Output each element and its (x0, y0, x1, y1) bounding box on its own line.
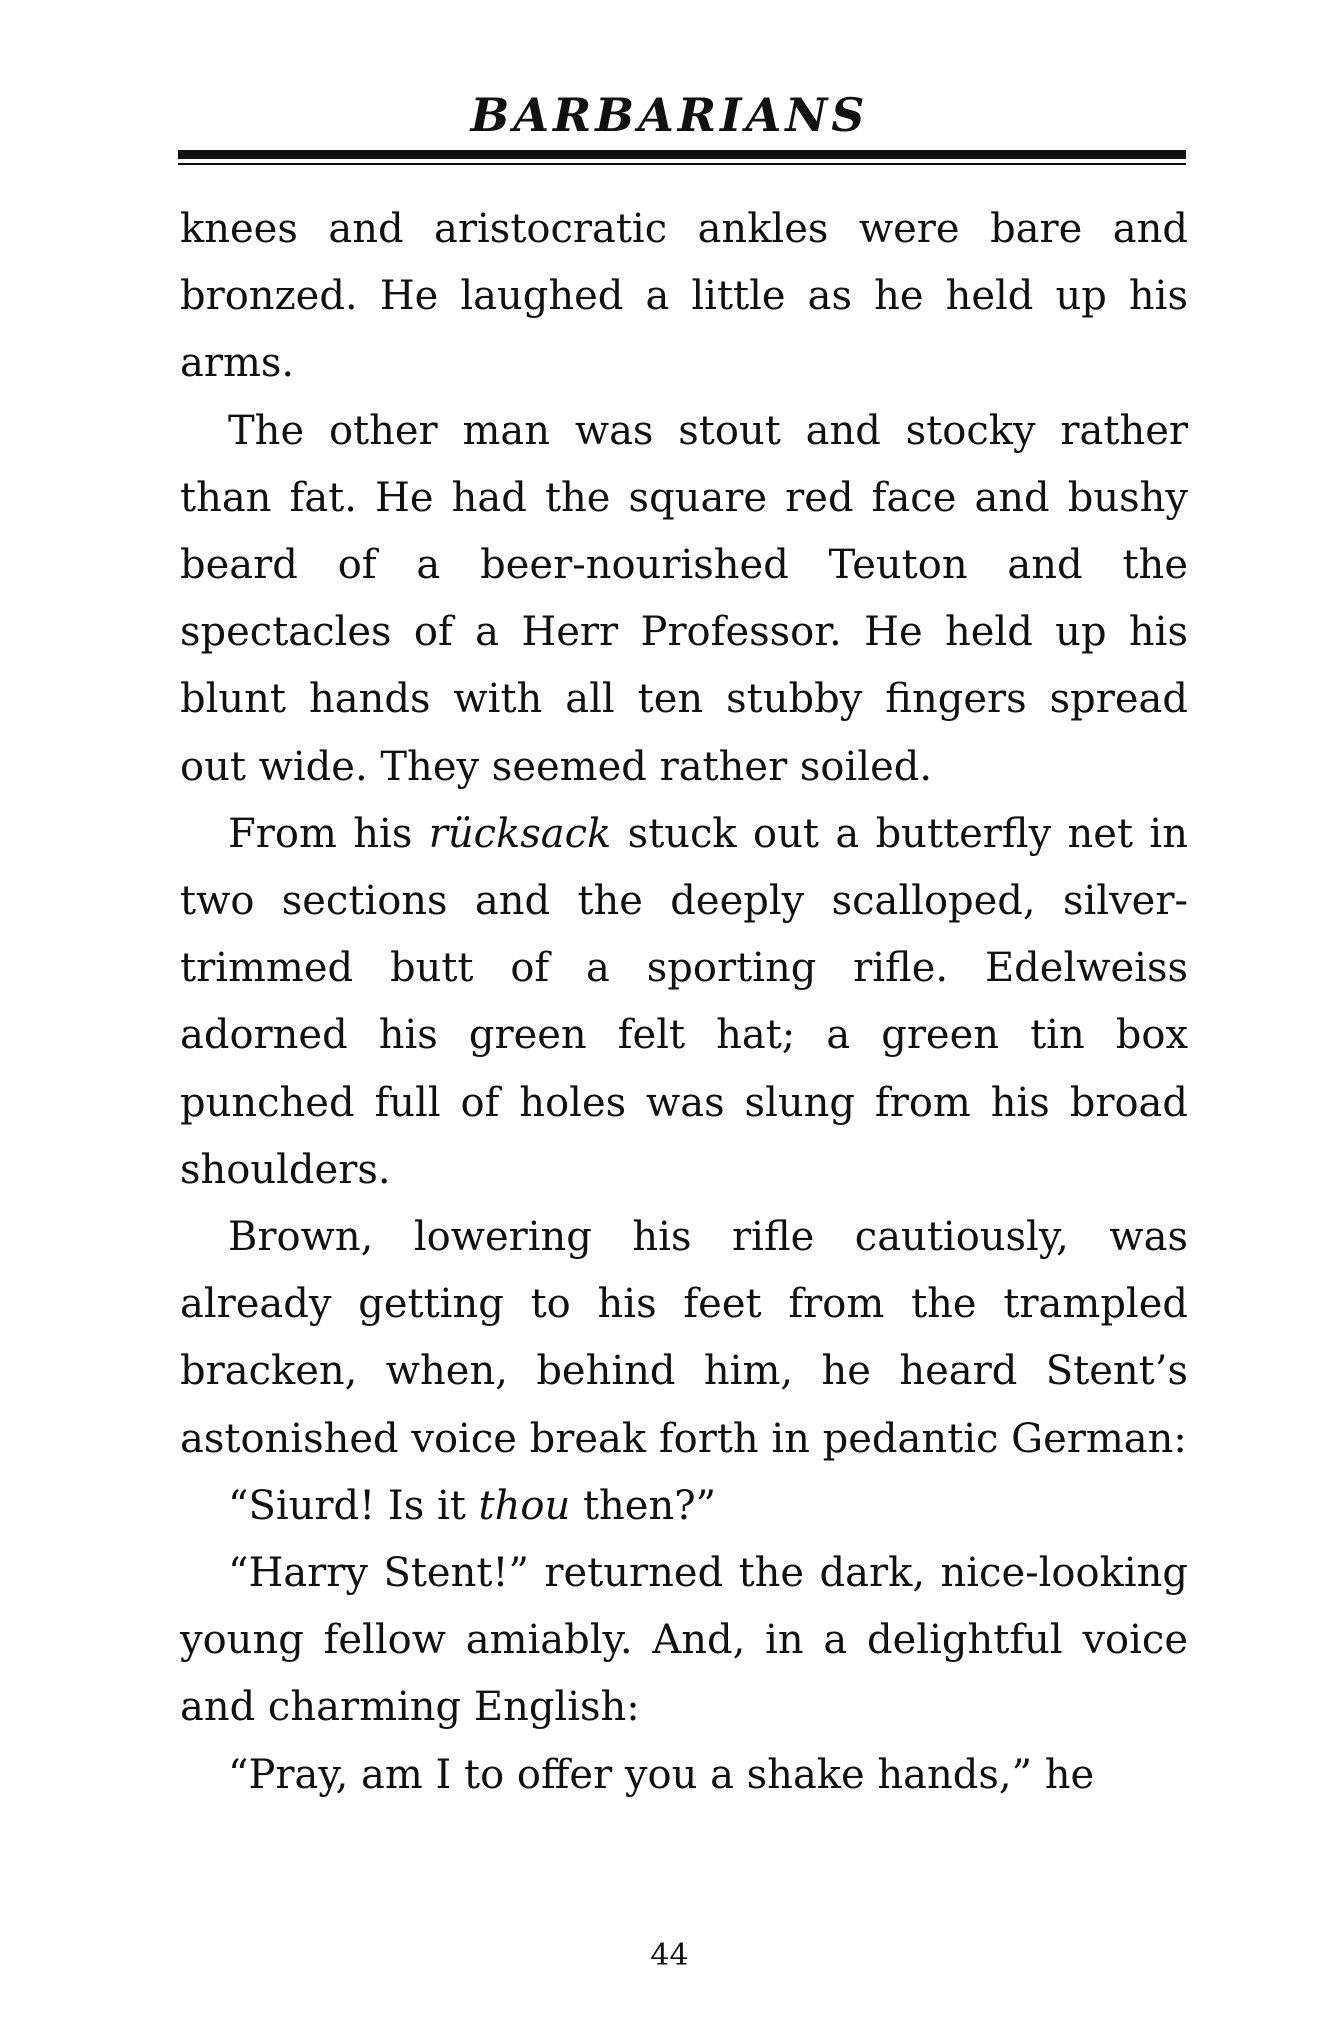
paragraph (180, 801, 1188, 1204)
paragraph (180, 1540, 1188, 1742)
page-number: 44 (650, 1938, 689, 1973)
text-run: “Harry Stent!” returned the dark, nice-looking young fellow amiably. And, in a delightful voice and charming English: (180, 1550, 1188, 1731)
paragraph (180, 196, 1188, 398)
paragraph (180, 1473, 1188, 1540)
header-rule-thin (178, 163, 1186, 165)
text-run: stuck out a butterfly net in two sections and the deeply scalloped, silver-trimmed butt of a sporting rifle. Edelweiss adorned his green felt hat; a green tin box punched full of holes was slung from his broad shoulders. (180, 810, 1188, 1193)
text-run: Brown, lowering his rifle cautiously, was already getting to his feet from the trampled bracken, when, behind him, he heard Stent’s astonished voice break forth in pedantic German: (180, 1214, 1188, 1462)
running-head: BARBARIANS (470, 88, 869, 142)
paragraph (180, 1204, 1188, 1473)
header-rule-thick (178, 150, 1186, 159)
text-run: From his (228, 810, 429, 857)
italic-run: thou (478, 1482, 571, 1529)
body-text (180, 196, 1188, 1809)
text-run: “Pray, am I to offer you a shake hands,” he (228, 1751, 1095, 1798)
text-run: then?” (570, 1482, 717, 1529)
italic-run: rücksack (428, 810, 612, 857)
text-run: “Siurd! Is it (228, 1482, 479, 1529)
text-run: knees and aristocratic ankles were bare and bronzed. He laughed a little as he held up his arms. (180, 206, 1188, 387)
paragraph (180, 1742, 1188, 1809)
paragraph (180, 398, 1188, 801)
text-run: The other man was stout and stocky rather than fat. He had the square red face and bushy beard of a beer-nourished Teuton and the spectacles of a Herr Professor. He held up his blunt hands with all ten stubby fingers spread out wide. They seemed rather soiled. (180, 407, 1188, 790)
